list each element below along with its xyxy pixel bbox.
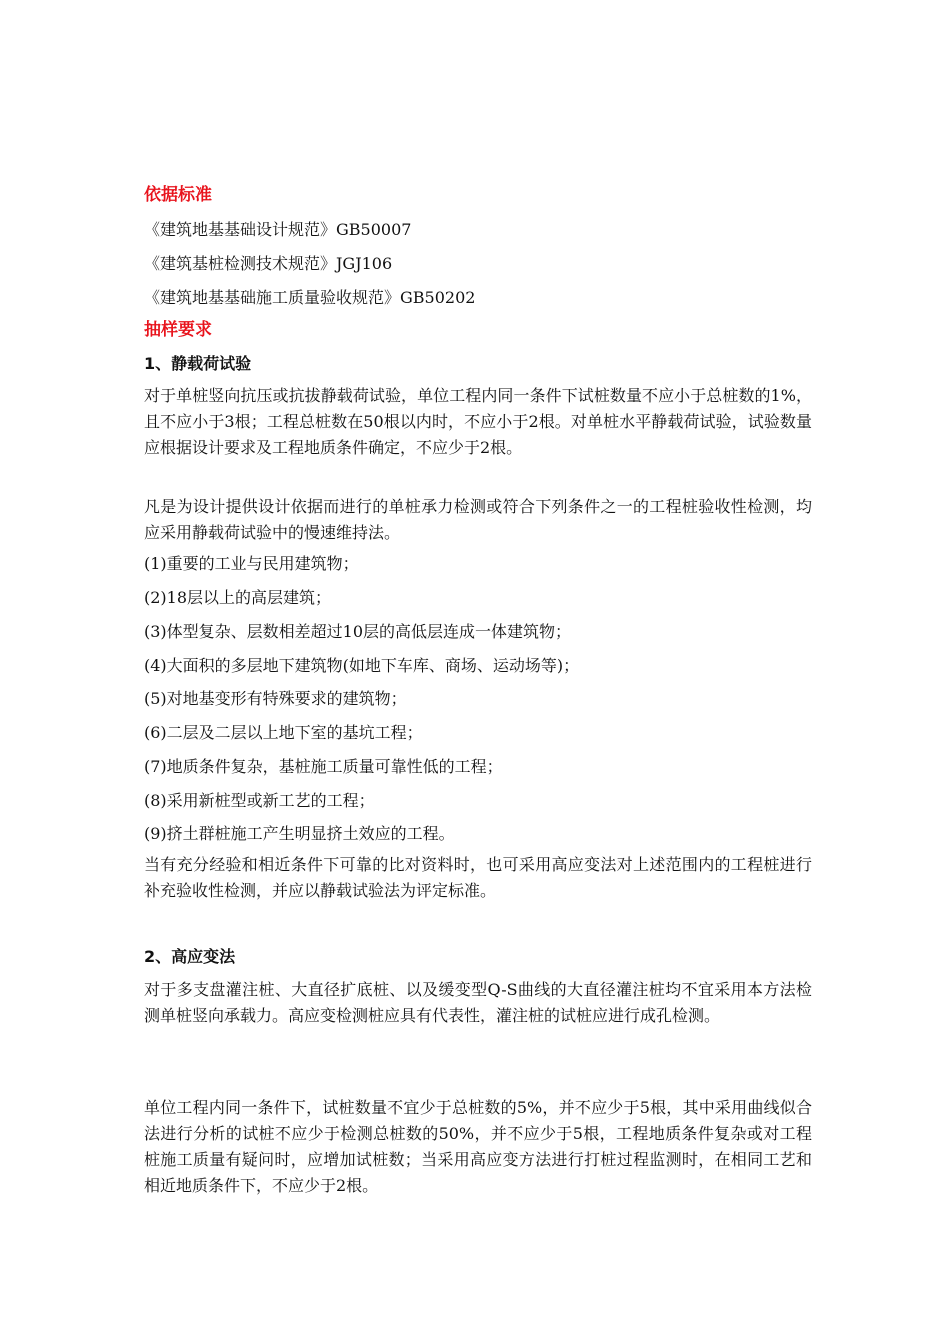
list-item: (2)18层以上的高层建筑； (144, 588, 332, 607)
paragraph-high-strain-applicability: 对于多支盘灌注桩、大直径扩底桩、以及缓变型Q-S曲线的大直径灌注桩均不宜采用本方法检测单桩竖向承载力。高应变检测桩应具有代表性，灌注桩的试桩应进行成孔检测。 (144, 980, 812, 1025)
heading-sampling-requirements: 抽样要求 (144, 320, 212, 340)
paragraph-slow-maintained-method: 凡是为设计提供设计依据而进行的单桩承力检测或符合下列条件之一的工程桩验收性检测，均应采用静载荷试验中的慢速维持法。 (144, 497, 812, 542)
list-item: (9)挤土群桩施工产生明显挤土效应的工程。 (144, 824, 455, 843)
list-item: (3)体型复杂、层数相差超过10层的高低层连成一体建筑物； (144, 622, 572, 641)
list-item: (5)对地基变形有特殊要求的建筑物； (144, 689, 407, 708)
subheading-high-strain-method: 2、高应变法 (144, 947, 236, 966)
heading-basis-standards: 依据标准 (144, 185, 212, 205)
list-item: (7)地质条件复杂，基桩施工质量可靠性低的工程； (144, 757, 503, 776)
standard-item: 《建筑地基基础施工质量验收规范》GB50202 (144, 288, 476, 307)
subheading-static-load-test: 1、静载荷试验 (144, 354, 252, 373)
list-item: (6)二层及二层以上地下室的基坑工程； (144, 723, 423, 742)
list-item: (4)大面积的多层地下建筑物(如地下车库、商场、运动场等)； (144, 656, 580, 675)
paragraph-static-load-quantity: 对于单桩竖向抗压或抗拔静载荷试验，单位工程内同一条件下试桩数量不应小于总桩数的1%，且不应小于3根；工程总桩数在50根以内时，不应小于2根。对单桩水平静载荷试验，试验数量应根据设计要求及工程地质条件确定，不应少于2根。 (144, 386, 812, 457)
paragraph-high-strain-quantity: 单位工程内同一条件下，试桩数量不宜少于总桩数的5%，并不应少于5根，其中采用曲线似合法进行分析的试桩不应少于检测总桩数的50%，并不应少于5根，工程地质条件复杂或对工程桩施工质量有疑问时，应增加试桩数；当采用高应变方法进行打桩过程监测时，在相同工艺和相近地质条件下，不应少于2根。 (144, 1098, 812, 1195)
list-item: (8)采用新桩型或新工艺的工程； (144, 791, 375, 810)
list-item: (1)重要的工业与民用建筑物； (144, 554, 359, 573)
standard-item: 《建筑基桩检测技术规范》JGJ106 (144, 254, 393, 273)
standard-item: 《建筑地基基础设计规范》GB50007 (144, 220, 412, 239)
paragraph-high-strain-supplement: 当有充分经验和相近条件下可靠的比对资料时，也可采用高应变法对上述范围内的工程桩进行补充验收性检测，并应以静载试验法为评定标准。 (144, 855, 812, 900)
